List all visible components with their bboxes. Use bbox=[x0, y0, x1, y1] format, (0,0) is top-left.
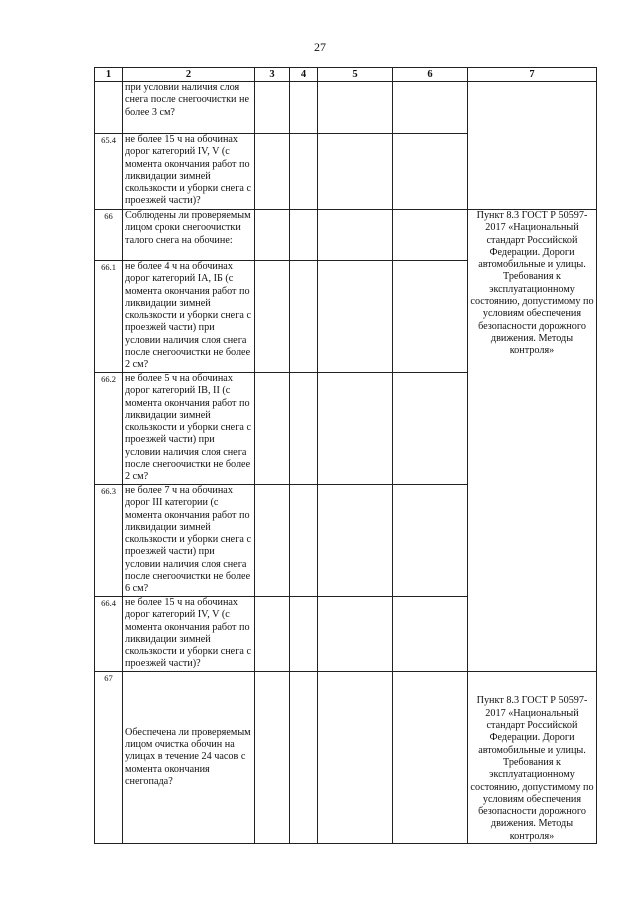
row-number: 66.4 bbox=[95, 597, 123, 672]
cell-col-4 bbox=[290, 210, 318, 261]
cell-col-5 bbox=[318, 134, 393, 210]
cell-col-3 bbox=[255, 597, 290, 672]
row-question: не более 7 ч на обочинах дорог III категории (с момента окончания работ по ликвидации зимней скользкости и уборки снега с проезжей части) при условии наличия слоя снега после снегоочистки не более 6 см? bbox=[123, 485, 255, 597]
header-col-5: 5 bbox=[318, 68, 393, 82]
header-col-7: 7 bbox=[468, 68, 597, 82]
checklist-table bbox=[94, 67, 597, 844]
cell-col-5 bbox=[318, 672, 393, 844]
row-question: не более 4 ч на обочинах дорог категорий IA, IБ (с момента окончания работ по ликвидации зимней скользкости и уборки снега с проезжей части) при условии наличия слоя снега после снегоочистки не более 2 см? bbox=[123, 261, 255, 373]
row-number: 66.3 bbox=[95, 485, 123, 597]
cell-col-5 bbox=[318, 82, 393, 134]
header-col-1: 1 bbox=[95, 68, 123, 82]
row-question: не более 5 ч на обочинах дорог категорий IB, II (с момента окончания работ по ликвидации зимней скользкости и уборки снега с проезжей части) при условии наличия слоя снега после снегоочистки не более 2 см? bbox=[123, 373, 255, 485]
row-number: 66.2 bbox=[95, 373, 123, 485]
table-row bbox=[95, 210, 597, 261]
cell-col-5 bbox=[318, 485, 393, 597]
header-col-2: 2 bbox=[123, 68, 255, 82]
cell-col-4 bbox=[290, 597, 318, 672]
row-number: 65.4 bbox=[95, 134, 123, 210]
cell-col-4 bbox=[290, 82, 318, 134]
cell-col-5 bbox=[318, 210, 393, 261]
cell-col-5 bbox=[318, 373, 393, 485]
cell-col-5 bbox=[318, 597, 393, 672]
cell-col-6 bbox=[393, 373, 468, 485]
page-number: 27 bbox=[314, 40, 326, 54]
cell-col-7 bbox=[468, 82, 597, 210]
header-col-4: 4 bbox=[290, 68, 318, 82]
row-question: Соблюдены ли проверяемым лицом сроки снегоочистки талого снега на обочине: bbox=[123, 210, 255, 261]
row-question: не более 15 ч на обочинах дорог категорий IV, V (с момента окончания работ по ликвидации зимней скользкости и уборки снега с проезжей части)? bbox=[123, 134, 255, 210]
row-number: 66.1 bbox=[95, 261, 123, 373]
cell-col-6 bbox=[393, 210, 468, 261]
row-question: при условии наличия слоя снега после снегоочистки не более 3 см? bbox=[123, 82, 255, 134]
cell-col-5 bbox=[318, 261, 393, 373]
cell-col-4 bbox=[290, 134, 318, 210]
header-col-3: 3 bbox=[255, 68, 290, 82]
row-number bbox=[95, 82, 123, 134]
regulation-reference: Пункт 8.3 ГОСТ Р 50597-2017 «Национальный стандарт Российской Федерации. Дороги автомобильные и улицы. Требования к эксплуатационному состоянию, допустимому по условиям обеспечения безопасности дорожного движения. Методы контроля» bbox=[468, 210, 597, 672]
cell-col-4 bbox=[290, 485, 318, 597]
cell-col-4 bbox=[290, 672, 318, 844]
cell-col-3 bbox=[255, 134, 290, 210]
row-number: 67 bbox=[95, 672, 123, 844]
cell-col-6 bbox=[393, 597, 468, 672]
row-number: 66 bbox=[95, 210, 123, 261]
cell-col-6 bbox=[393, 134, 468, 210]
cell-col-6 bbox=[393, 672, 468, 844]
header-row bbox=[95, 68, 597, 82]
cell-col-4 bbox=[290, 373, 318, 485]
cell-col-3 bbox=[255, 485, 290, 597]
cell-col-6 bbox=[393, 485, 468, 597]
cell-col-4 bbox=[290, 261, 318, 373]
header-col-6: 6 bbox=[393, 68, 468, 82]
cell-col-3 bbox=[255, 672, 290, 844]
cell-col-3 bbox=[255, 261, 290, 373]
cell-col-6 bbox=[393, 82, 468, 134]
cell-col-3 bbox=[255, 210, 290, 261]
cell-col-3 bbox=[255, 373, 290, 485]
table-row bbox=[95, 82, 597, 134]
cell-col-6 bbox=[393, 261, 468, 373]
cell-col-3 bbox=[255, 82, 290, 134]
table-row bbox=[95, 672, 597, 844]
row-question: Обеспечена ли проверяемым лицом очистка обочин на улицах в течение 24 часов с момента окончания снегопада? bbox=[123, 672, 255, 844]
row-question: не более 15 ч на обочинах дорог категорий IV, V (с момента окончания работ по ликвидации зимней скользкости и уборки снега с проезжей части)? bbox=[123, 597, 255, 672]
regulation-reference: Пункт 8.3 ГОСТ Р 50597-2017 «Национальный стандарт Российской Федерации. Дороги автомобильные и улицы. Требования к эксплуатационному состоянию, допустимому по условиям обеспечения безопасности дорожного движения. Методы контроля» bbox=[468, 672, 597, 844]
